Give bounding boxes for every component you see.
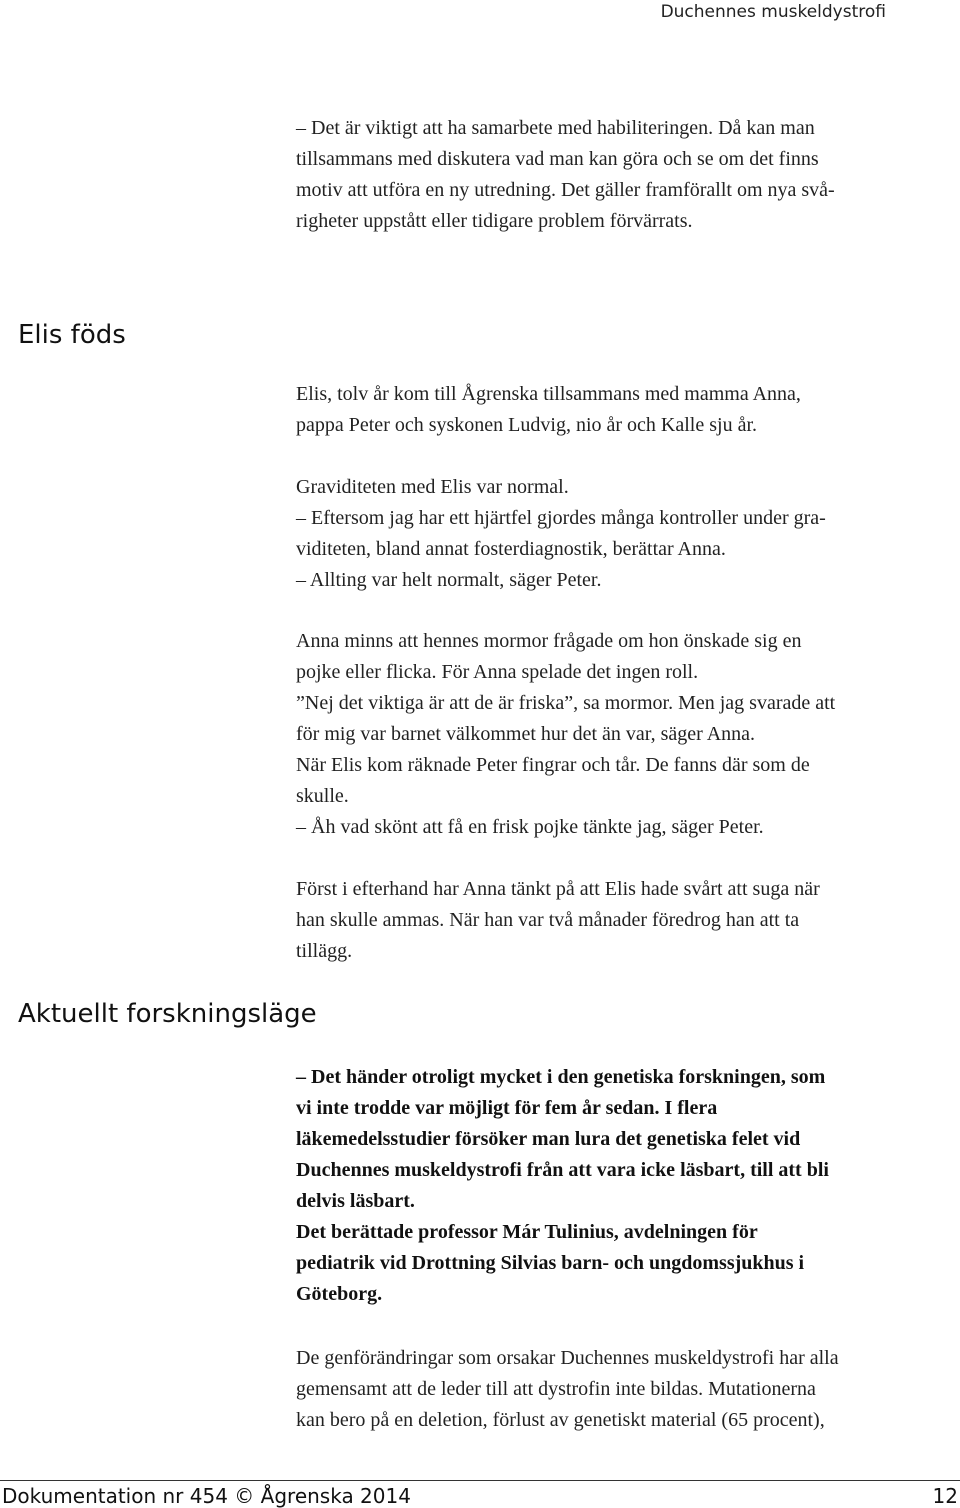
text-line: Elis, tolv år kom till Ågrenska tillsammans med mamma Anna, [296, 383, 801, 405]
text-line: tillsammans med diskutera vad man kan göra och se om det finns [296, 148, 819, 170]
text-line: vi inte trodde var möjligt för fem år sedan. I flera [296, 1097, 718, 1119]
text-line: pediatrik vid Drottning Silvias barn- och ungdomssjukhus i [296, 1252, 805, 1274]
text-line: – Det händer otroligt mycket i den genetiska forskningen, som [296, 1066, 826, 1088]
text-line: Göteborg. [296, 1283, 383, 1305]
text-line: delvis läsbart. [296, 1190, 415, 1212]
text-line: gemensamt att de leder till att dystrofin inte bildas. Mutationerna [296, 1378, 816, 1400]
text-line: motiv att utföra en ny utredning. Det gäller framförallt om nya svå- [296, 179, 835, 201]
section-heading-aktuellt-forskningslage: Aktuellt forskningsläge [18, 999, 317, 1029]
text-line: – Det är viktigt att ha samarbete med habiliteringen. Då kan man [296, 117, 815, 139]
page-number: 12 [932, 1484, 958, 1508]
section1-paragraph-2 [296, 472, 826, 596]
text-line: – Allting var helt normalt, säger Peter. [296, 569, 602, 591]
intro-paragraph [296, 113, 835, 237]
text-line: Först i efterhand har Anna tänkt på att Elis hade svårt att suga när [296, 878, 820, 900]
text-line: Det berättade professor Már Tulinius, avdelningen för [296, 1221, 758, 1243]
section1-paragraph-1 [296, 379, 801, 441]
text-line: righeter uppstått eller tidigare problem förvärrats. [296, 210, 693, 232]
text-line: Duchennes muskeldystrofi från att vara icke läsbart, till att bli [296, 1159, 829, 1181]
text-line: De genförändringar som orsakar Duchennes muskeldystrofi har alla [296, 1347, 839, 1369]
text-line: ”Nej det viktiga är att de är friska”, sa mormor. Men jag svarade att [296, 692, 836, 714]
text-line: läkemedelsstudier försöker man lura det genetiska felet vid [296, 1128, 801, 1150]
running-header: Duchennes muskeldystrofi [660, 2, 886, 22]
section2-lead-paragraph [296, 1062, 829, 1310]
text-line: för mig var barnet välkommet hur det än var, säger Anna. [296, 723, 756, 745]
section2-paragraph-1 [296, 1343, 839, 1436]
section-heading-elis-fods: Elis föds [18, 320, 126, 350]
section1-paragraph-3 [296, 626, 835, 843]
text-line: När Elis kom räknade Peter fingrar och tår. De fanns där som de [296, 754, 810, 776]
section1-paragraph-4 [296, 874, 820, 967]
text-line: pojke eller flicka. För Anna spelade det ingen roll. [296, 661, 699, 683]
text-line: skulle. [296, 785, 349, 807]
text-line: Graviditeten med Elis var normal. [296, 476, 569, 498]
footer-divider [0, 1480, 960, 1481]
text-line: tillägg. [296, 940, 353, 962]
text-line: – Eftersom jag har ett hjärtfel gjordes många kontroller under gra- [296, 507, 826, 529]
text-line: pappa Peter och syskonen Ludvig, nio år och Kalle sju år. [296, 414, 757, 436]
text-line: Anna minns att hennes mormor frågade om hon önskade sig en [296, 630, 802, 652]
text-line: – Åh vad skönt att få en frisk pojke tänkte jag, säger Peter. [296, 816, 764, 838]
footer-publication: Dokumentation nr 454 © Ågrenska 2014 [2, 1484, 411, 1508]
text-line: kan bero på en deletion, förlust av genetiskt material (65 procent), [296, 1409, 825, 1431]
text-line: viditeten, bland annat fosterdiagnostik, berättar Anna. [296, 538, 726, 560]
text-line: han skulle ammas. När han var två månader föredrog han att ta [296, 909, 800, 931]
